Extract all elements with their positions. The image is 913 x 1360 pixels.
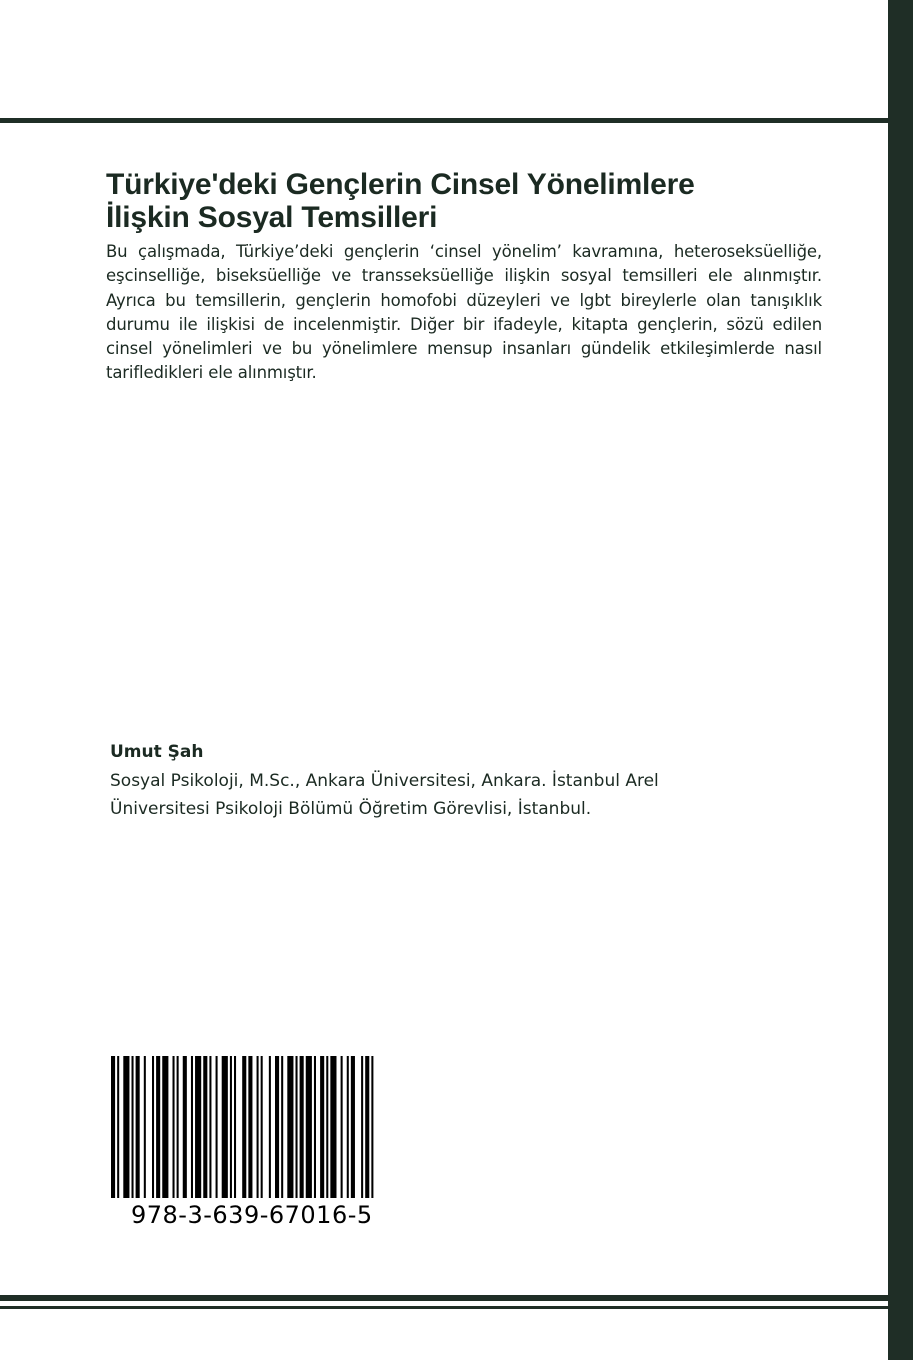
barcode-bar [326, 1056, 328, 1198]
barcode-bar [300, 1056, 304, 1198]
barcode-bar [296, 1056, 298, 1198]
barcode-bar [351, 1056, 355, 1198]
barcode-bar [261, 1056, 263, 1198]
barcode-bar [287, 1056, 293, 1198]
barcode-bar [257, 1056, 259, 1198]
barcode-bar [347, 1056, 349, 1198]
barcode-bar [306, 1056, 312, 1198]
book-abstract: Bu çalışmada, Türkiye’deki gençlerin ‘cinsel yönelim’ kavramına, heteroseksüelliğe, eşcinselliğe, biseksüelliğe ve transseksüelliğe ilişkin sosyal temsilleri ele alınmıştır. Ayrıca bu temsillerin, gençlerin homofobi düzeyleri ve lgbt bireylerle olan tanışıklık durumu ile ilişkisi de incelenmiştir. Diğer bir ifadeyle, kitapta gençlerin, sözü edilen cinsel yönelimleri ve bu yönelimlere mensup insanları gündelik etkileşimlerde nasıl tarifledikleri ele alınmıştır. [106, 242, 822, 383]
barcode-bar [281, 1056, 283, 1198]
barcode-bar [222, 1056, 228, 1198]
barcode-bar [123, 1056, 129, 1198]
barcode-bar [269, 1056, 271, 1198]
barcode-bar [248, 1056, 252, 1198]
barcode-bar [371, 1056, 373, 1198]
top-rule [0, 118, 888, 123]
barcode-bar [162, 1056, 168, 1198]
barcode-bar [156, 1056, 160, 1198]
barcode-bar [314, 1056, 316, 1198]
barcode-bar [117, 1056, 119, 1198]
author-bio-line-2: Üniversitesi Psikoloji Bölümü Öğretim Görevlisi, İstanbul. [110, 799, 592, 819]
barcode-bar [242, 1056, 246, 1198]
barcode-bar [132, 1056, 134, 1198]
bottom-rule-thick [0, 1295, 888, 1301]
barcode-bar [275, 1056, 279, 1198]
book-title [106, 168, 826, 234]
barcode-bar [209, 1056, 211, 1198]
barcode-bar [341, 1056, 343, 1198]
barcode-bar [361, 1056, 363, 1198]
barcode [111, 1056, 376, 1198]
isbn-number: 978-3-639-67016-5 [131, 1201, 373, 1229]
barcode-bar [173, 1056, 175, 1198]
barcode-bar [230, 1056, 232, 1198]
barcode-bar [365, 1056, 369, 1198]
barcode-bar [136, 1056, 140, 1198]
author-bio [110, 767, 750, 823]
title-line-2: İlişkin Sosyal Temsilleri [106, 201, 438, 234]
author-bio-line-1: Sosyal Psikoloji, M.Sc., Ankara Üniversitesi, Ankara. İstanbul Arel [110, 771, 659, 791]
author-name: Umut Şah [110, 742, 204, 762]
title-line-1: Türkiye'deki Gençlerin Cinsel Yönelimlere [106, 168, 695, 201]
barcode-bar [234, 1056, 236, 1198]
barcode-bar [183, 1056, 187, 1198]
barcode-bar [144, 1056, 146, 1198]
barcode-bar [216, 1056, 218, 1198]
barcode-bar [320, 1056, 324, 1198]
barcode-bar [203, 1056, 207, 1198]
barcode-bar [152, 1056, 154, 1198]
spine-edge [888, 0, 913, 1360]
barcode-bar [191, 1056, 193, 1198]
bottom-rule-thin [0, 1306, 888, 1309]
barcode-bar [177, 1056, 179, 1198]
barcode-bar [111, 1056, 115, 1198]
barcode-bar [330, 1056, 336, 1198]
barcode-bar [195, 1056, 201, 1198]
